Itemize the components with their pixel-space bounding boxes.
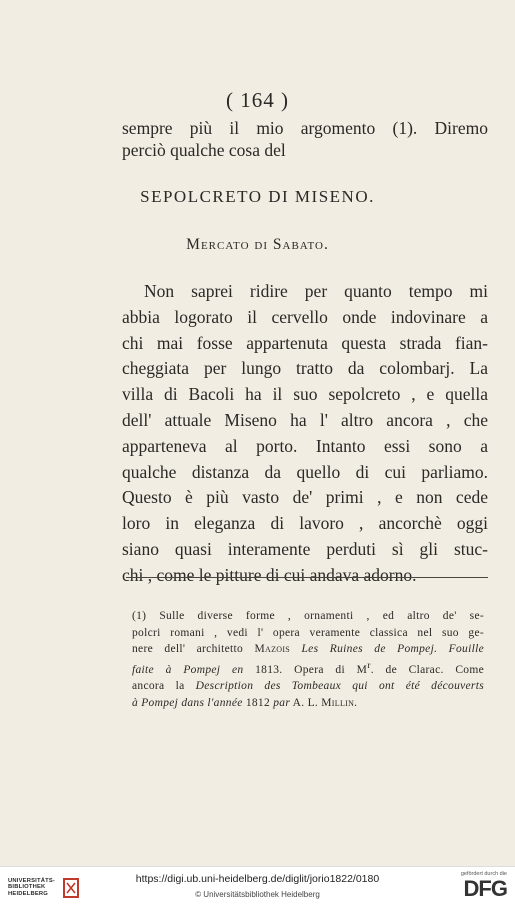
library-emblem-icon — [62, 877, 80, 899]
book-title: à Pompej dans l'année — [132, 696, 243, 709]
superscript: r — [367, 659, 371, 671]
permalink-url[interactable]: https://digi.ub.uni-heidelberg.de/diglit/jorio1822/0180 — [135, 873, 380, 885]
book-title: Les Ruines de Pompej. Fouille — [301, 643, 484, 656]
footnote-divider — [126, 577, 488, 578]
body-paragraph — [122, 279, 488, 589]
page-number: ( 164 ) — [226, 88, 289, 112]
footnote-text: A. L. — [290, 696, 322, 709]
logo-text: UNIVERSITÄTS- BIBLIOTHEK HEIDELBERG — [8, 878, 56, 897]
footnote-text: ancora la — [132, 680, 196, 693]
footnote — [132, 608, 484, 711]
footnote-text: nere dell' architetto — [132, 643, 255, 656]
author-name: Mazois — [254, 643, 291, 656]
paragraph-line: abbia logorato il cervello onde indovinare a — [122, 306, 488, 327]
author-name: Millin. — [321, 696, 358, 709]
dfg-logo[interactable] — [447, 871, 507, 905]
book-title: Description des Tombeaux qui ont été découverts — [195, 680, 484, 693]
paragraph-line: apparteneva al porto. Intanto essi sono a — [122, 435, 488, 456]
footnote-text: . de Clarac. Come — [370, 663, 485, 676]
intro-line: sempre più il mio argomento (1). Diremo — [122, 118, 488, 138]
footnote-text: 1812 — [242, 696, 274, 709]
section-title: SEPOLCRETO DI MISENO. — [140, 187, 375, 206]
university-library-logo[interactable] — [8, 875, 78, 901]
paragraph-line: Questo è più vasto de' primi , e non cede — [122, 487, 488, 508]
copyright-notice: © Universitätsbibliothek Heidelberg — [195, 890, 320, 899]
paragraph-line: cheggiata per lungo tratto da colombarj. La — [122, 358, 488, 379]
intro-text — [122, 117, 488, 161]
book-title: faite à Pompej en — [132, 663, 244, 676]
paragraph-line: dell' attuale Miseno ha l' altro ancora , che — [122, 409, 488, 430]
footnote-text: 1813. Opera di M — [243, 663, 368, 676]
paragraph-line: siano quasi interamente perduti sì gli stuc- — [122, 538, 488, 559]
footnote-line — [132, 658, 484, 678]
footnote-line: (1) Sulle diverse forme , ornamenti , ed altro de' se- — [132, 610, 484, 622]
paragraph-line: Non saprei ridire per quanto tempo mi — [144, 281, 488, 301]
paragraph-line: villa di Bacoli ha il suo sepolcreto , e quella — [122, 384, 488, 405]
section-subtitle: Mercato di Sabato. — [186, 236, 329, 253]
viewer-footer — [0, 866, 515, 908]
paragraph-line: loro in eleganza di lavoro , ancorchè oggi — [122, 513, 488, 534]
paragraph-line: chi mai fosse appartenuta questa strada fian- — [122, 332, 488, 353]
intro-line: perciò qualche cosa del — [122, 140, 286, 160]
footnote-line — [132, 641, 484, 658]
paragraph-line: chi , come le pitture di cui andava adorno. — [122, 564, 417, 585]
dfg-funding-note: gefördert durch die — [460, 871, 507, 877]
footnote-line — [132, 678, 484, 695]
footnote-line: polcri romani , vedi l' opera veramente classica nel suo ge- — [132, 626, 484, 639]
dfg-logo-text: DFG — [463, 876, 507, 901]
paragraph-line: qualche distanza da quello di cui parliamo. — [122, 461, 488, 482]
footnote-line — [132, 695, 484, 712]
footnote-text: par — [273, 696, 291, 709]
